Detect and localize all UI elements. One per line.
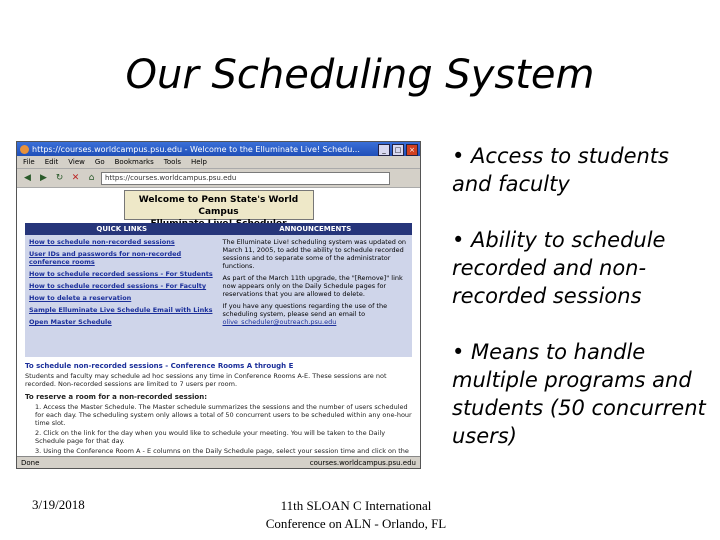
bullet-access: • Access to students and faculty [452,144,669,196]
stop-icon[interactable]: ✕ [71,172,80,183]
page-header [124,190,314,220]
menu-bookmarks[interactable]: Bookmarks [114,158,154,166]
minimize-icon[interactable]: _ [378,144,390,156]
bullet-capacity: • Means to handle multiple programs and students (50 concurrent users) [452,340,706,448]
footer-date: 3/19/2018 [32,497,85,512]
reload-icon[interactable]: ↻ [55,172,64,183]
step-1: 1. Access the Master Schedule. The Master schedule summarizes the sessions and the number of users scheduled for each day. The scheduling system only allows a total of 50 concurrent users to be scheduled within any one-hour time slot. [35,403,412,427]
back-icon[interactable]: ◀ [24,172,31,183]
link-schedule-recorded-faculty[interactable]: How to schedule recorded sessions - For Faculty [29,282,207,290]
bullet-schedule: • Ability to schedule recorded and non-recorded sessions [452,228,666,308]
announcement-email-link[interactable]: olive_scheduler@outreach.psu.edu [222,318,337,326]
announcement-1: The Elluminate Live! scheduling system was updated on March 11, 2005, to add the ability to schedule recorded sessions and to separate some of the administrator functions. [222,238,407,270]
link-open-master-schedule[interactable]: Open Master Schedule [29,318,112,326]
web-page [17,188,420,456]
close-icon[interactable]: × [406,144,418,156]
menu-view[interactable]: View [68,158,85,166]
slide-title: Our Scheduling System [125,52,595,98]
address-bar[interactable]: https://courses.worldcampus.psu.edu [101,172,390,185]
menu-help[interactable]: Help [190,158,207,166]
link-schedule-nonrecorded[interactable]: How to schedule non-recorded sessions [29,238,175,246]
firefox-icon [20,145,29,154]
menu-file[interactable]: File [23,158,35,166]
menu-edit[interactable]: Edit [44,158,59,166]
link-delete-reservation[interactable]: How to delete a reservation [29,294,132,302]
browser-titlebar [17,142,420,156]
step-3: 3. Using the Conference Room A - E columns on the Daily Schedule page, select your session time and click on the [35,447,409,455]
browser-screenshot [16,141,421,469]
tab-quick-links: QUICK LINKS [25,223,219,235]
footer-conference: 11th SLOAN C International Conference on ALN - Orlando, FL [265,498,447,531]
status-text: Done [21,458,40,467]
step-2: 2. Click on the link for the day when you would like to schedule your meeting. You will be taken to the Daily Schedule page for that day. [35,429,386,445]
link-sample-email[interactable]: Sample Elluminate Live Schedule Email with Links [29,306,213,314]
section-text: Students and faculty may schedule ad hoc sessions any time in Conference Rooms A-E. These sessions are not recorded. Non-recorded sessions are limited to 7 users per room. [25,372,387,388]
announcement-2: As part of the March 11th upgrade, the "[Remove]" link now appears only on the Daily Schedule pages for reservations that you are allowed to delete. [222,274,403,298]
link-schedule-recorded-students[interactable]: How to schedule recorded sessions - For Students [29,270,213,278]
home-icon[interactable]: ⌂ [88,172,95,183]
nav-toolbar [17,169,420,188]
content-columns [25,235,412,357]
window-title: https://courses.worldcampus.psu.edu - Welcome to the Elluminate Live! Schedu... [32,144,360,154]
menu-bar [17,156,420,169]
link-user-ids[interactable]: User IDs and passwords for non-recorded conference rooms [29,250,182,266]
header-line-1: Welcome to Penn State's World Campus [138,195,299,217]
menu-go[interactable]: Go [94,158,105,166]
announcement-3: If you have any questions regarding the use of the scheduling system, please send an email to [222,302,388,318]
bullet-list [452,142,714,478]
reserve-heading: To reserve a room for a non-recorded session: [25,393,208,401]
announcements-column [219,235,413,357]
quick-links-column [25,235,219,357]
section-tabs [25,223,412,235]
status-domain: courses.worldcampus.psu.edu [309,458,416,467]
section-heading: To schedule non-recorded sessions - Conference Rooms A through E [25,362,294,370]
window-controls [378,144,418,156]
menu-tools[interactable]: Tools [163,158,181,166]
tab-announcements: ANNOUNCEMENTS [219,223,413,235]
browser-statusbar [17,456,420,468]
forward-icon[interactable]: ▶ [40,172,47,183]
maximize-icon[interactable]: □ [392,144,404,156]
